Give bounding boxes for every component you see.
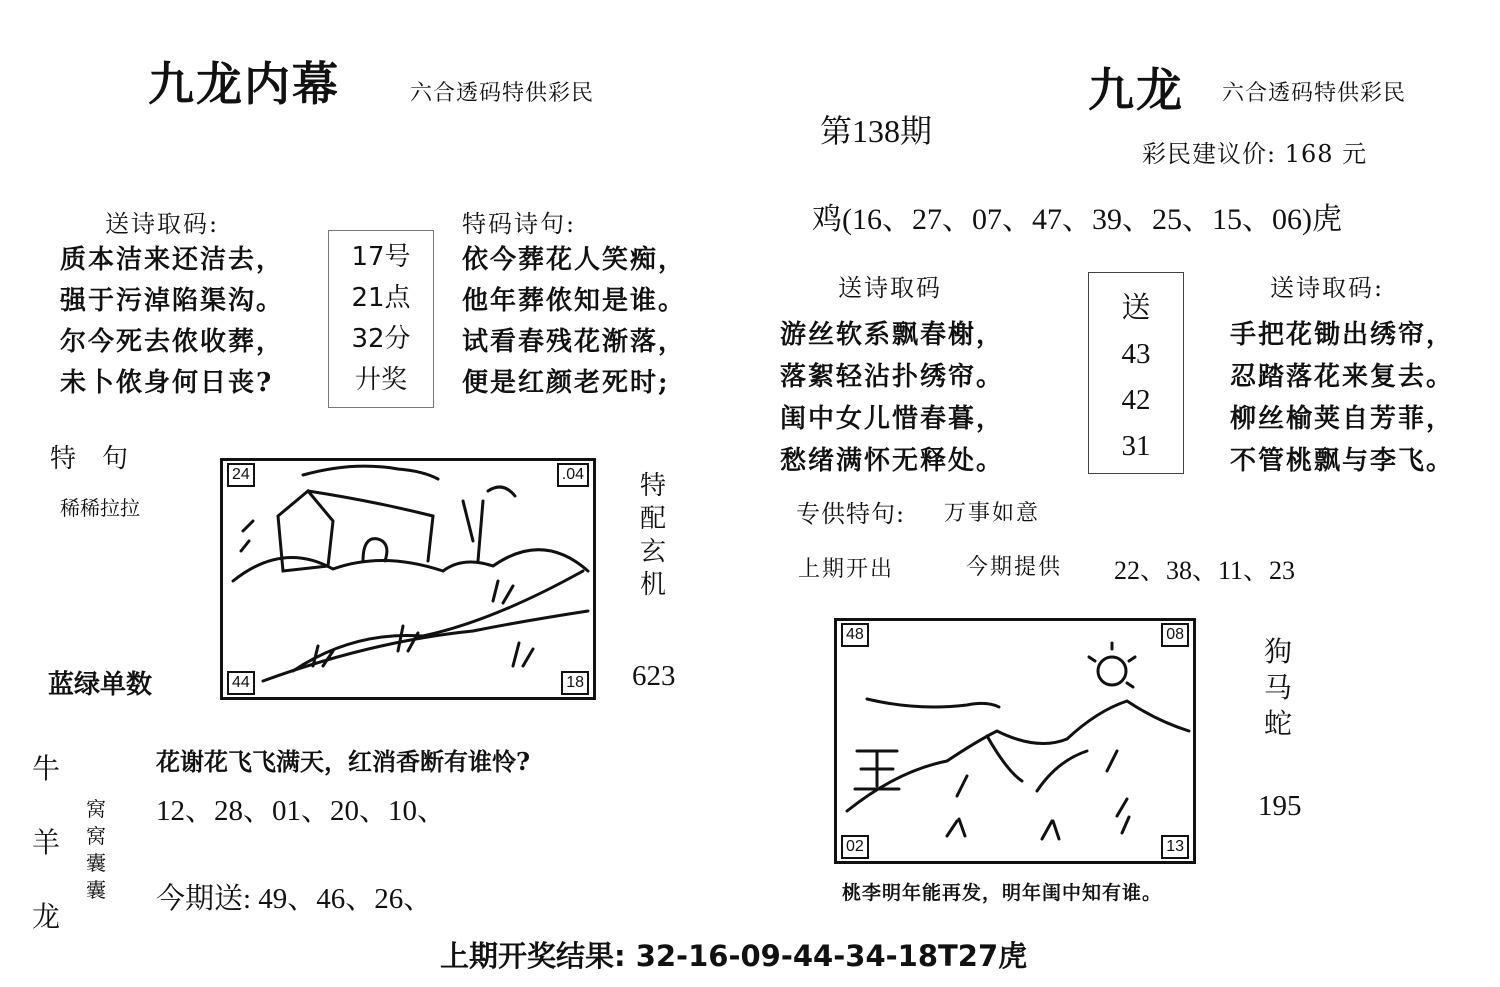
corner-number-tl: 24 (227, 463, 255, 487)
ji-hu-line: 鸡(16、27、07、47、39、25、15、06)虎 (812, 203, 1342, 236)
corner-number-br: 18 (561, 671, 589, 695)
price-line: 彩民建议价: 168 元 (1142, 140, 1368, 168)
left-subtitle: 六合透码特供彩民 (410, 81, 595, 106)
zodiac-vertical (30, 750, 62, 972)
corner-number-bl: 02 (841, 835, 869, 859)
box-line: 42 (1121, 384, 1151, 416)
poem-line: 质本洁来还洁去， (60, 245, 285, 275)
teju-value: 稀稀拉拉 (60, 496, 140, 520)
right-poem1 (780, 314, 1004, 482)
right-title: 九龙 (1088, 63, 1184, 117)
right-subtitle: 六合透码特供彩民 (1222, 81, 1407, 106)
left-poem1 (60, 240, 284, 404)
animal-char: 蛇 (1263, 707, 1292, 740)
poem-line: 落絮轻沾扑绣帘。 (780, 362, 1005, 392)
right-poem2-heading: 送诗取码: (1270, 274, 1385, 302)
issue-number: 第138期 (820, 113, 933, 149)
poem-line: 强于污淖陷渠沟。 (60, 286, 285, 316)
zodiac-char: 牛 (31, 752, 60, 785)
poem-line: 闺中女儿惜春暮， (780, 404, 1005, 434)
animal-char: 狗 (1263, 635, 1292, 668)
right-sketch-drawing (837, 621, 1193, 861)
teju-label: 特 句 (50, 444, 129, 474)
right-poem2 (1230, 314, 1454, 482)
left-sketch-frame (220, 458, 596, 700)
right-poem1-heading: 送诗取码 (838, 274, 942, 302)
left-numbers: 12、28、01、20、10、 (156, 795, 447, 827)
offer-label: 今期提供 (966, 555, 1063, 580)
wowo-char: 囊 (86, 878, 106, 902)
side-vertical-text: 特配玄机 (640, 471, 667, 600)
verse-line: 花谢花飞飞满天，红消香断有谁怜? (156, 747, 531, 776)
poem-line: 不管桃飘与李飞。 (1230, 446, 1455, 476)
left-sketch-drawing (223, 461, 593, 697)
corner-number-tl: 48 (841, 623, 869, 647)
offer-values: 22、38、11、23 (1114, 556, 1296, 585)
poem-line: 他年葬侬知是谁。 (462, 286, 687, 316)
special-value: 万事如意 (944, 501, 1041, 526)
wowo-char: 窝 (86, 824, 106, 848)
poem-line: 游丝软系飘春榭， (780, 320, 1005, 350)
box-line: 21点 (351, 283, 411, 313)
animal-vertical (1262, 634, 1294, 742)
wowo-char: 囊 (86, 851, 106, 875)
animal-char: 马 (1263, 671, 1292, 704)
left-poem2 (462, 240, 686, 404)
poem-line: 忍踏落花来复去。 (1230, 362, 1455, 392)
poem-line: 手把花锄出绣帘， (1230, 320, 1455, 350)
wowo-char: 窝 (86, 797, 106, 821)
box-line: 廾奖 (354, 365, 407, 395)
box-line: 送 (1121, 292, 1151, 324)
corner-number-bl: 44 (227, 671, 255, 695)
box-line: 32分 (351, 324, 411, 354)
last-issue-label: 上期开出 (798, 557, 895, 582)
corner-number-tr: .04 (557, 463, 589, 487)
jinqi-line: 今期送: 49、46、26、 (156, 883, 433, 915)
box-line: 43 (1121, 338, 1151, 370)
box-line: 17号 (351, 242, 411, 272)
special-label: 专供特句: (796, 500, 906, 528)
right-number-box (1088, 272, 1184, 474)
poem-line: 尔今死去侬收葬， (60, 327, 285, 357)
num-195: 195 (1258, 790, 1302, 822)
left-poem2-heading: 特码诗句: (462, 210, 577, 238)
poem-line: 便是红颜老死时; (462, 368, 670, 398)
wowo-vertical (84, 796, 108, 904)
lanlu-label: 蓝绿单数 (48, 670, 153, 700)
poem-line: 依今葬花人笑痴， (462, 245, 687, 275)
poem-line: 愁绪满怀无释处。 (780, 446, 1005, 476)
right-sketch-frame (834, 618, 1196, 864)
left-title: 九龙内幕 (148, 57, 340, 111)
poem-line: 试看春残花渐落， (462, 327, 687, 357)
zodiac-char: 羊 (31, 826, 60, 859)
poem-line: 柳丝榆荚自芳菲， (1230, 404, 1455, 434)
right-caption: 桃李明年能再发，明年闺中知有谁。 (842, 882, 1163, 904)
corner-number-br: 13 (1161, 835, 1189, 859)
footer-result: 上期开奖结果: 32-16-09-44-34-18T27虎 (440, 939, 1028, 973)
num-623: 623 (632, 660, 676, 692)
left-number-box (328, 230, 434, 408)
left-poem1-heading: 送诗取码: (105, 210, 220, 238)
poem-line: 未卜侬身何日丧? (60, 368, 274, 398)
corner-number-tr: 08 (1161, 623, 1189, 647)
box-line: 31 (1121, 430, 1151, 462)
zodiac-char: 龙 (31, 900, 60, 933)
